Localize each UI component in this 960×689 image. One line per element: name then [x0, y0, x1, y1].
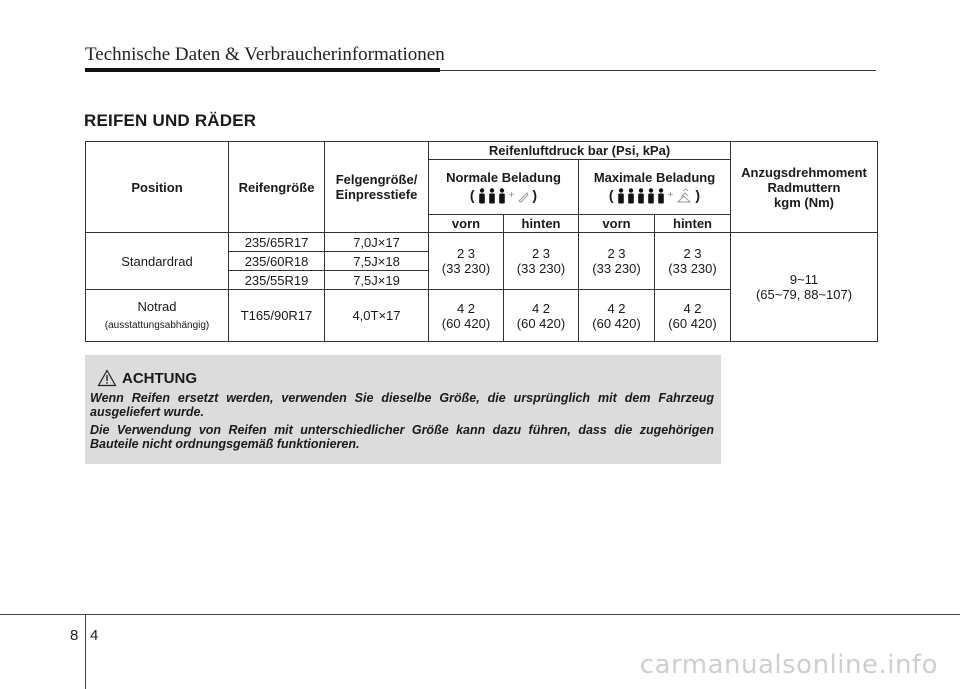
header-torque	[731, 142, 878, 233]
warning-text	[90, 391, 714, 455]
warning-paragraph-2: Die Verwendung von Reifen mit unterschiedlicher Größe kann dazu führen, dass die zugehörigen Bauteile nicht ordnungsgemäß funktionieren.	[90, 423, 714, 451]
spare-max-rear	[655, 290, 731, 342]
tire-spec-table	[85, 141, 878, 342]
header-tire-size: Reifengröße	[229, 142, 325, 233]
normal-load-label: Normale Beladung	[446, 169, 561, 185]
warning-triangle-icon	[97, 369, 117, 387]
pressure-psi-kpa: (33 230)	[668, 261, 717, 276]
torque-value: 9~11	[789, 272, 819, 287]
header-rim-size-text: Felgengröße/ Einpresstiefe	[335, 172, 418, 202]
standard-tire-size-1: 235/65R17	[229, 233, 325, 252]
pressure-psi-kpa: (60 420)	[516, 315, 566, 331]
pressure-bar: 2 3	[456, 246, 476, 261]
warning-title: ACHTUNG	[122, 369, 197, 387]
paren-open: (	[608, 187, 614, 203]
standard-max-rear	[655, 233, 731, 290]
standard-rim-size-1: 7,0J×17	[325, 233, 429, 252]
header-torque-line1: Anzugsdrehmoment	[741, 164, 867, 180]
header-max-front: vorn	[579, 215, 655, 233]
torque-detail: (65~79, 88~107)	[755, 287, 853, 302]
spare-tire-size: T165/90R17	[229, 290, 325, 342]
five-person-icon	[617, 188, 665, 204]
max-load-icons	[609, 187, 700, 205]
warning-paragraph-1: Wenn Reifen ersetzt werden, verwenden Sie dieselbe Größe, die ursprünglich mit dem Fahrzeug ausgeliefert wurde.	[90, 391, 714, 419]
max-load-label: Maximale Beladung	[593, 169, 716, 185]
spare-normal-rear	[504, 290, 579, 342]
pressure-psi-kpa: (60 420)	[592, 315, 641, 331]
chapter-number: 8	[70, 627, 79, 644]
header-normal-rear: hinten	[504, 215, 579, 233]
header-title: Technische Daten & Verbraucherinformationen	[85, 44, 445, 65]
paren-close: )	[532, 187, 538, 203]
header-normal-load	[429, 160, 579, 215]
watermark: carmanualsonline.info	[639, 650, 938, 680]
header-torque-line3: kgm (Nm)	[774, 194, 834, 210]
header-pressure: Reifenluftdruck bar (Psi, kPa)	[429, 142, 731, 160]
section-title: REIFEN UND RÄDER	[84, 111, 257, 130]
pressure-bar: 2 3	[531, 246, 551, 261]
header-rule	[85, 68, 440, 72]
pressure-psi-kpa: (60 420)	[441, 315, 491, 331]
paren-open: (	[469, 187, 475, 203]
footer-rule	[0, 614, 960, 615]
header-rule-thin	[440, 70, 876, 71]
standard-normal-rear	[504, 233, 579, 290]
luggage-icon	[517, 189, 529, 203]
spare-wheel-label-cell	[86, 290, 229, 342]
header-normal-front: vorn	[429, 215, 504, 233]
paren-close: )	[695, 187, 701, 203]
pressure-bar: 2 3	[683, 246, 702, 261]
pressure-psi-kpa: (33 230)	[441, 261, 491, 276]
standard-rim-size-2: 7,5J×18	[325, 252, 429, 271]
plus-icon: +	[508, 190, 515, 201]
header-rim-size	[325, 142, 429, 233]
pressure-bar: 4 2	[607, 300, 626, 316]
page-number: 4	[90, 627, 99, 644]
footer-divider	[85, 614, 86, 689]
standard-wheel-label: Standardrad	[86, 233, 229, 290]
plus-icon: +	[667, 190, 674, 201]
pressure-bar: 4 2	[683, 300, 702, 316]
three-person-icon	[478, 188, 506, 204]
standard-normal-front	[429, 233, 504, 290]
header-max-load	[579, 160, 731, 215]
pressure-bar: 2 3	[607, 246, 626, 261]
torque-value-cell	[731, 233, 878, 342]
pressure-psi-kpa: (60 420)	[668, 315, 717, 331]
header-max-rear: hinten	[655, 215, 731, 233]
luggage-icon	[676, 188, 692, 204]
spare-wheel-label: Notrad	[137, 298, 177, 314]
spare-rim-size: 4,0T×17	[325, 290, 429, 342]
spare-normal-front	[429, 290, 504, 342]
header-torque-line2: Radmuttern	[767, 179, 841, 195]
pressure-bar: 4 2	[531, 300, 551, 316]
warning-box	[85, 355, 721, 464]
spare-wheel-note: (ausstattungsabhängig)	[104, 319, 210, 331]
standard-tire-size-2: 235/60R18	[229, 252, 325, 271]
standard-tire-size-3: 235/55R19	[229, 271, 325, 290]
pressure-psi-kpa: (33 230)	[516, 261, 566, 276]
normal-load-icons	[470, 187, 537, 205]
header-position: Position	[86, 142, 229, 233]
standard-max-front	[579, 233, 655, 290]
pressure-bar: 4 2	[456, 300, 476, 316]
standard-rim-size-3: 7,5J×19	[325, 271, 429, 290]
spare-max-front	[579, 290, 655, 342]
pressure-psi-kpa: (33 230)	[592, 261, 641, 276]
warning-header	[97, 369, 197, 387]
